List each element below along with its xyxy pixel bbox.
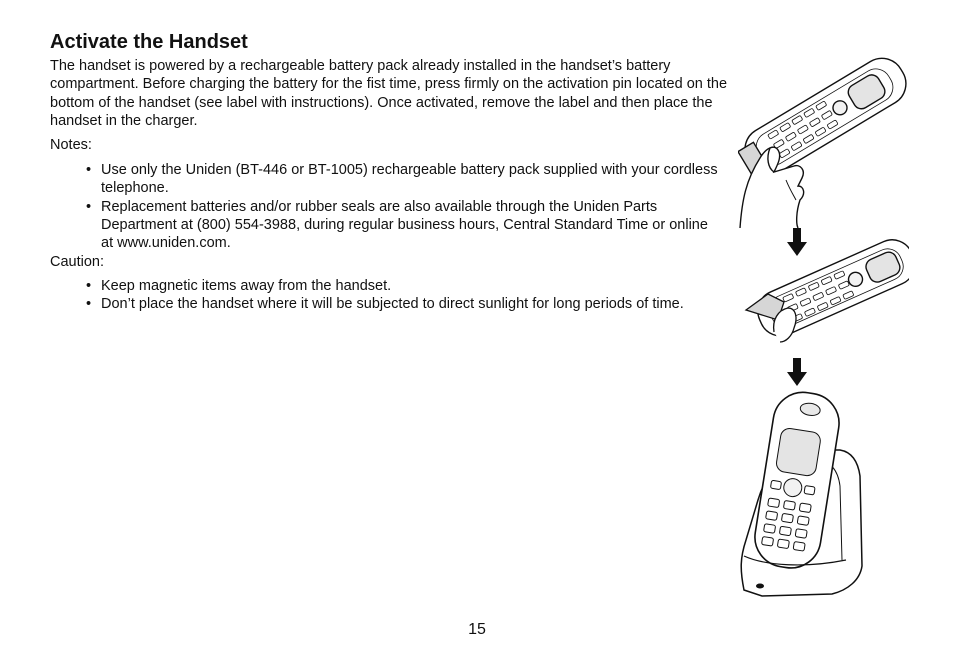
bullet-icon: • [86, 162, 92, 178]
charge-led-icon [756, 584, 764, 589]
notes-label: Notes: [50, 137, 92, 153]
bullet-icon: • [86, 278, 92, 294]
caution-text: Don’t place the handset where it will be subjected to direct sunlight for long periods of time. [101, 296, 684, 313]
bullet-icon: • [86, 296, 92, 313]
caution-label: Caution: [50, 254, 105, 270]
bullet-icon: • [86, 198, 92, 215]
remove-label-illustration [744, 224, 909, 352]
intro-paragraph: The handset is powered by a rechargeable battery pack already installed in the handset’s battery compartment. Before charging the battery for the fist time, press firmly on the activation pin located on the bottom of the handset (see label with instructions). Once activated, remove the label and then place the handset in the charger. [50, 58, 728, 129]
section-title: Activate the Handset [50, 31, 248, 53]
list-item [0, 295, 740, 313]
place-in-charger-illustration [736, 390, 868, 604]
list-item [0, 161, 720, 198]
down-arrow-icon [787, 358, 807, 386]
display-screen [775, 427, 821, 477]
note-text: Replacement batteries and/or rubber seals are also available through the Uniden Parts Department at (800) 554-3988, during regular business hours, Central Standard Time or online at www.uniden.com. [101, 198, 708, 252]
press-activation-pin-illustration [738, 40, 913, 232]
page-number: 15 [468, 621, 486, 638]
list-item [0, 277, 740, 295]
notes-list [0, 161, 720, 252]
list-item [0, 198, 720, 253]
caution-text: Keep magnetic items away from the handset. [101, 278, 392, 294]
caution-list [0, 277, 740, 314]
note-text: Use only the Uniden (BT-446 or BT-1005) rechargeable battery pack supplied with your cordless telephone. [101, 162, 718, 197]
